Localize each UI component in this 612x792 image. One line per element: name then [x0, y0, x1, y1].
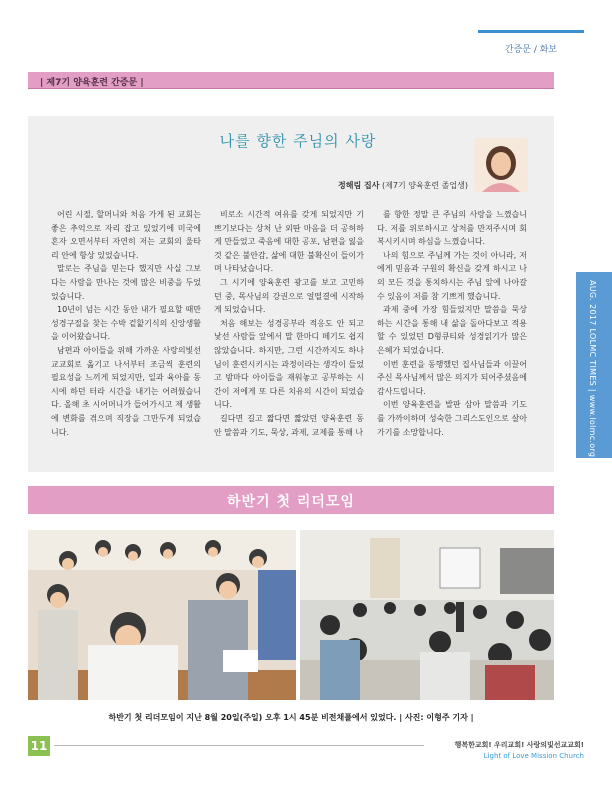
paragraph: 처음 해보는 성경공부라 적응도 안 되고 낯선 사람들 앞에서 말 한마디 떼기도 쉽지 않았습니다. 하지만, 그런 시간까지도 하나님이 훈련시키시는 과정이라는 생각이 들었고 밤마다 아이들을 재워놓고 공부하는 시간이 저에게 또 다른 치유의 시간이 되었습니다. [214, 318, 364, 410]
issue-side-tab [576, 272, 612, 458]
paragraph: 이번 양육훈련을 발판 삼아 말씀과 기도를 가까이하며 성숙한 그리스도인으로 살아가기를 소망합니다. [377, 400, 527, 437]
paragraph: 이번 훈련을 동행했던 집사님들과 이끌어 주신 목사님께서 많은 의지가 되어주셨음에 감사드립니다. [377, 359, 527, 396]
article-column-1 [51, 208, 201, 439]
author-portrait [474, 138, 528, 192]
paragraph: 비로소 시간적 여유를 갖게 되었지만 기쁘기보다는 상처 난 외딴 마음을 더 공허하게 만들었고 죽음에 대한 공포, 남편을 잃을 것 같은 불안감, 삶에 대한 불확신이 들이가며 나타났습니다. [214, 210, 364, 274]
header-accent-line [478, 30, 584, 33]
page-number-badge [28, 736, 50, 756]
paragraph: 10년이 넘는 시간 동안 내가 필요할 때만 성경구절을 찾는 수박 겉핥기식의 신앙생활을 이어왔습니다. [51, 305, 201, 342]
paragraph: 과제 중에 가장 힘들었지만 말씀을 묵상하는 시간을 통해 내 삶을 돌아다보고 적용할 수 있었던 D형큐티와 성경읽기가 많은 은혜가 되었습니다. [377, 305, 527, 355]
leader-meeting-photo-right [300, 530, 554, 700]
paragraph: 를 향한 정말 큰 주님의 사랑을 느꼈습니다. 저를 위로하시고 상처를 만져주시며 회복시키시며 하심을 느꼈습니다. [377, 210, 527, 247]
leader-meeting-photo-left [28, 530, 296, 700]
author-name: 정해림 집사 [338, 181, 380, 190]
paragraph: 나의 힘으로 주님께 가는 것이 아니라, 저에게 믿음과 구원의 확신을 갖게 하시고 나의 모든 것을 통치하시는 주님 앞에 나아갈 수 있음이 저를 참 기쁘게 했습니다. [377, 250, 527, 301]
testimony-article [28, 116, 554, 472]
article-column-3 [377, 208, 527, 439]
page-number: 11 [30, 739, 48, 753]
footer-divider [54, 745, 424, 746]
leader-meeting-title: 하반기 첫 리더모임 [227, 494, 355, 510]
paragraph: 남편과 아이들을 위해 가까운 사랑의빛선교교회로 옮기고 나서부터 조금씩 훈련의 필요성을 느끼게 되었지만, 일과 육아를 동시에 하던 터라 시간을 내기는 어려웠습니다. 올해 초 시어머니가 들어가시고 제 생활에 변화를 겪으며 직장을 그만두게 되었습니다. [51, 345, 201, 437]
paragraph: 말로는 주님을 믿는다 했지만 사실 그보다는 사람을 만나는 것에 많은 비중을 두었었습니다. [51, 264, 201, 301]
section-label: 간증문 / 화보 [504, 45, 558, 55]
paragraph: 길다면 길고 짧다면 짧았던 양육훈련 동안 말씀과 기도, 묵상, 과제, 교제를 통해 나 [214, 413, 364, 437]
author-byline [228, 180, 468, 191]
article-title: 나를 향한 주님의 사랑 [219, 132, 377, 150]
photo-caption: 하반기 첫 리더모임이 지난 8월 20일(주일) 오후 1시 45분 비전채플에서 있었다. | 사진: 이형주 기자 | [108, 713, 474, 722]
paragraph: 그 시기에 양육훈련 광고를 보고 고민하던 중, 목사님의 강권으로 얼떨결에 시작하게 되었습니다. [214, 277, 364, 315]
leader-meeting-banner [28, 486, 554, 514]
article-column-2 [214, 208, 364, 439]
issue-side-tab-label: AUG. 2017 LOLMC TIMES | www.lolmc.org [588, 280, 597, 458]
footer-church-korean: 행복한교회! 우리교회! 사랑의빛선교교회! [454, 741, 584, 749]
paragraph: 어린 시절, 할머니와 처음 가게 된 교회는 좋은 추억으로 자리 잡고 있었기에 미국에 혼자 오면서부터 자연히 저는 교회의 울타리 안에 항상 있었습니다. [51, 210, 201, 260]
footer-church-english: Light of Love Mission Church [483, 752, 584, 760]
author-note: (제7기 양육훈련 졸업생) [382, 181, 468, 190]
testimony-banner [28, 72, 554, 89]
testimony-banner-label: | 제7기 양육훈련 간증문 | [40, 78, 144, 88]
